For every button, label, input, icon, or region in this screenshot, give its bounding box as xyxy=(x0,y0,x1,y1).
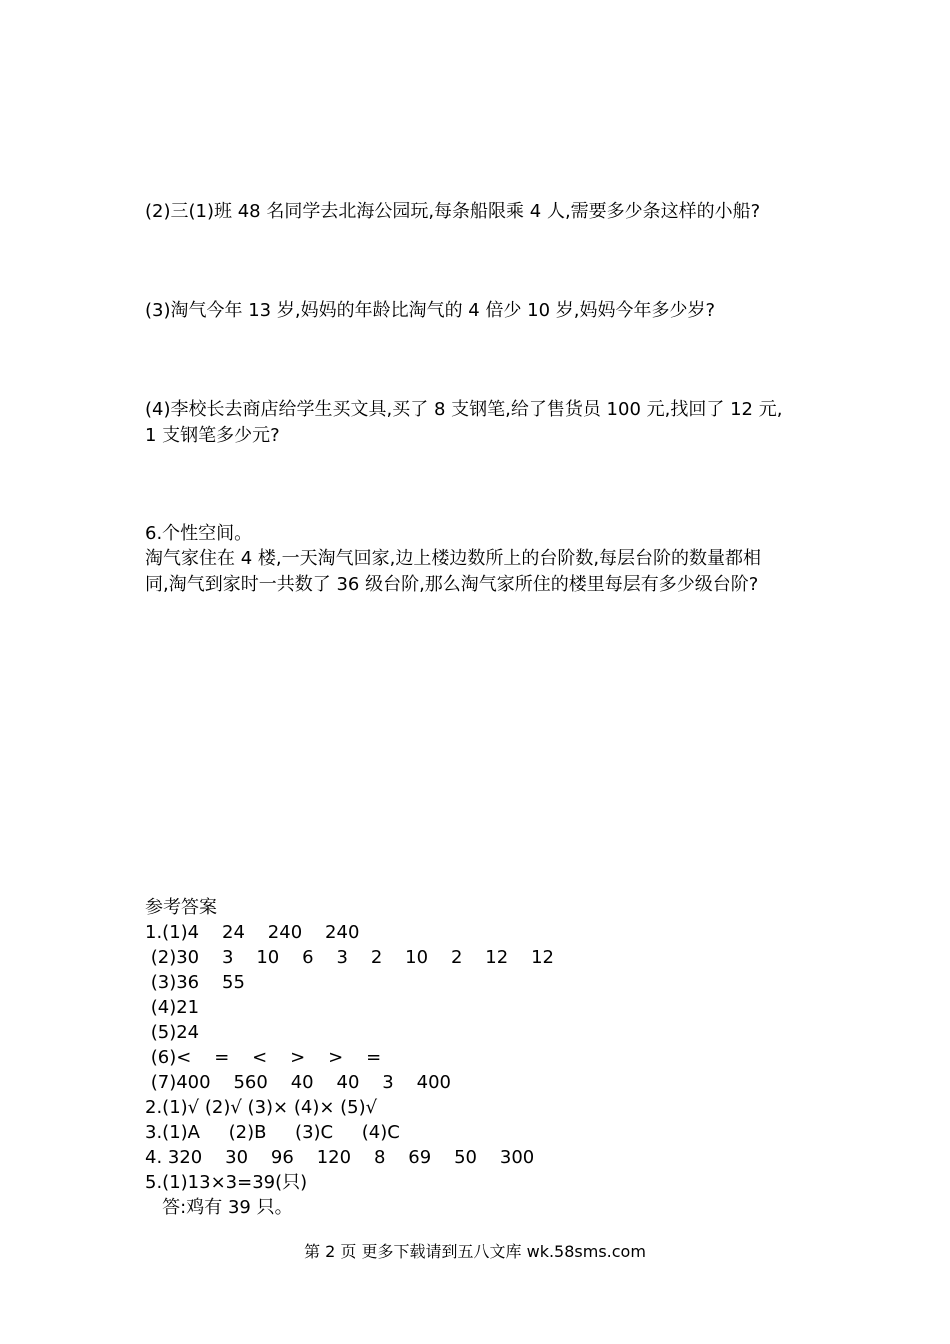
answer-line: 3.(1)A (2)B (3)C (4)C xyxy=(145,1122,400,1143)
answer-line: (6)< = < > > = xyxy=(145,1047,382,1068)
answer-line: (7)400 560 40 40 3 400 xyxy=(145,1072,451,1093)
question-6-line-1: 淘气家住在 4 楼,一天淘气回家,边上楼边数所上的台阶数,每层台阶的数量都相 xyxy=(145,548,762,569)
question-5-4-line-1: (4)李校长去商店给学生买文具,买了 8 支钢笔,给了售货员 100 元,找回了 12 元, xyxy=(145,399,783,420)
answer-line: (5)24 xyxy=(145,1022,200,1043)
question-6-title: 6.个性空间。 xyxy=(145,523,253,544)
question-5-3: (3)淘气今年 13 岁,妈妈的年龄比淘气的 4 倍少 10 岁,妈妈今年多少岁? xyxy=(145,300,716,321)
answer-line: 2.(1)√ (2)√ (3)× (4)× (5)√ xyxy=(145,1097,378,1118)
answer-line: 答:鸡有 39 只。 xyxy=(145,1197,293,1218)
answer-line: (2)30 3 10 6 3 2 10 2 12 12 xyxy=(145,947,554,968)
answers-title: 参考答案 xyxy=(145,897,217,918)
question-5-4-line-2: 1 支钢笔多少元? xyxy=(145,425,280,446)
answer-line: 1.(1)4 24 240 240 xyxy=(145,922,360,943)
page-footer: 第 2 页 更多下载请到五八文库 wk.58sms.com xyxy=(304,1242,646,1261)
question-5-2: (2)三(1)班 48 名同学去北海公园玩,每条船限乘 4 人,需要多少条这样的小船? xyxy=(145,201,761,222)
answer-line: (3)36 55 xyxy=(145,972,245,993)
question-6-line-2: 同,淘气到家时一共数了 36 级台阶,那么淘气家所住的楼里每层有多少级台阶? xyxy=(145,574,759,595)
answer-line: (4)21 xyxy=(145,997,200,1018)
answer-line: 4. 320 30 96 120 8 69 50 300 xyxy=(145,1147,535,1168)
answer-line: 5.(1)13×3=39(只) xyxy=(145,1172,308,1193)
